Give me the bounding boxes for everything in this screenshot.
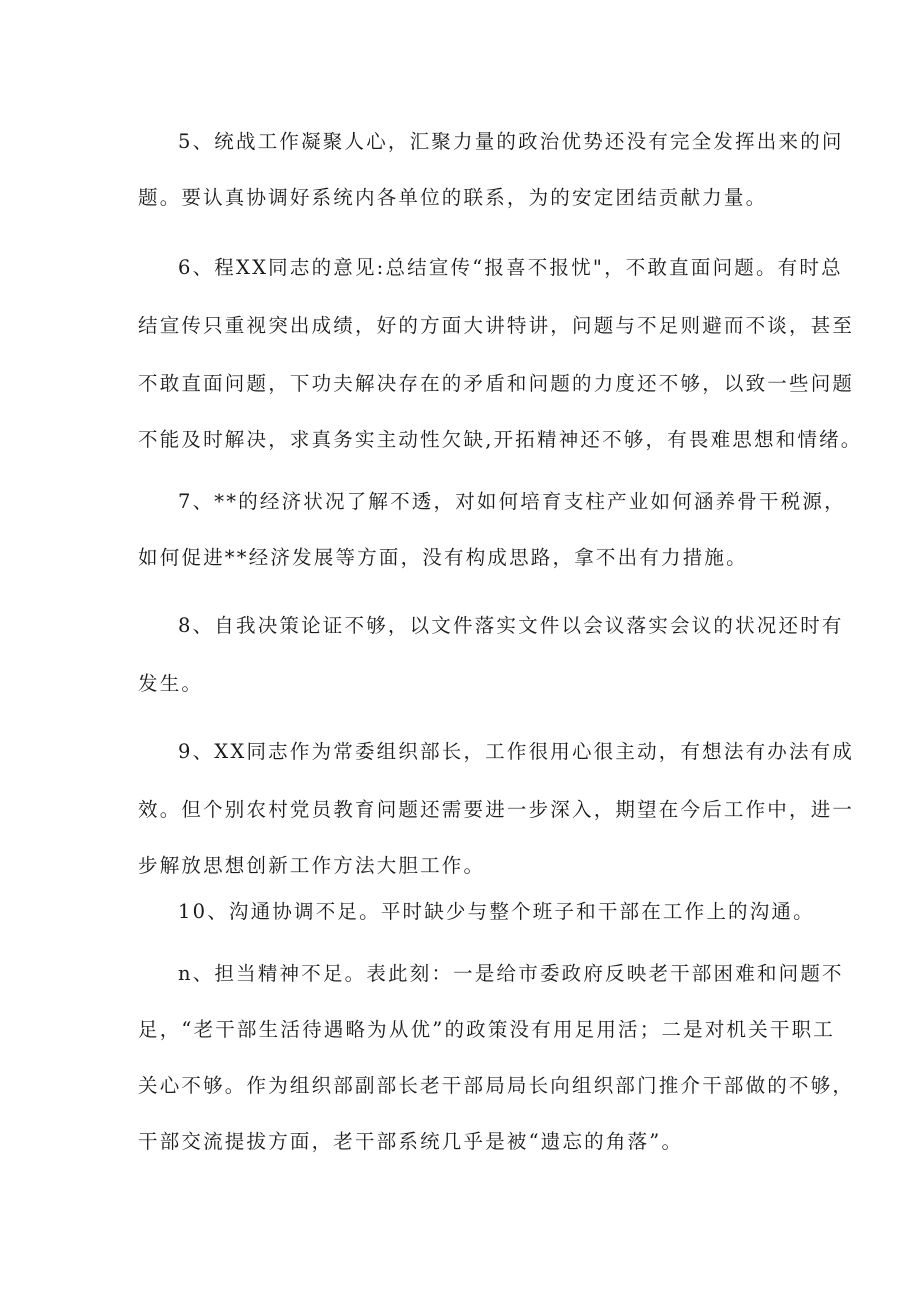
paragraph-8-line-1: 8、自我决策论证不够，以文件落实文件以会议落实会议的状况还时有	[178, 614, 844, 637]
paragraph-7-line-1: 7、**的经济状况了解不透，对如何培育支柱产业如何涵养骨干税源，	[178, 490, 846, 513]
paragraph-6-line-3: 不敢直面问题，下功夫解决存在的矛盾和问题的力度还不够，以致一些问题	[138, 372, 855, 395]
paragraph-9-line-3: 步解放思想创新工作方法大胆工作。	[138, 854, 486, 877]
paragraph-7-line-2: 如何促进**经济发展等方面，没有构成思路，拿不出有力措施。	[138, 546, 748, 569]
paragraph-5-line-2: 题。要认真协调好系统内各单位的联系，为的安定团结贡献力量。	[138, 186, 768, 209]
paragraph-9-line-1: 9、XX同志作为常委组织部长，工作很用心很主动，有想法有办法有成	[178, 740, 855, 763]
paragraph-11-line-2: 足，“老干部生活待遇略为从优”的政策没有用足用活；二是对机关干职工	[138, 1018, 836, 1041]
paragraph-5-line-1: 5、统战工作凝聚人心，汇聚力量的政治优势还没有完全发挥出来的问	[178, 130, 844, 153]
paragraph-6-line-2: 结宣传只重视突出成绩，好的方面大讲特讲，问题与不足则避而不谈，甚至	[138, 314, 855, 337]
paragraph-8-line-2: 发生。	[138, 672, 204, 695]
paragraph-11-line-1: n、担当精神不足。表此刻：一是给市委政府反映老干部困难和问题不	[178, 962, 844, 985]
paragraph-6-line-4: 不能及时解决，求真务实主动性欠缺,开拓精神还不够，有畏难思想和情绪。	[138, 428, 863, 451]
paragraph-10-line-1: 10、沟通协调不足。平时缺少与整个班子和干部在工作上的沟通。	[178, 900, 815, 923]
paragraph-11-line-4: 干部交流提拔方面，老干部系统几乎是被“遗忘的角落”。	[138, 1130, 684, 1153]
paragraph-9-line-2: 效。但个别农村党员教育问题还需要进一步深入，期望在今后工作中，进一	[138, 798, 855, 821]
paragraph-11-line-3: 关心不够。作为组织部副部长老干部局局长向组织部门推介干部做的不够，	[138, 1074, 855, 1097]
paragraph-6-line-1: 6、程XX同志的意见:总结宣传“报喜不报忧"，不敢直面问题。有时总	[178, 256, 843, 279]
